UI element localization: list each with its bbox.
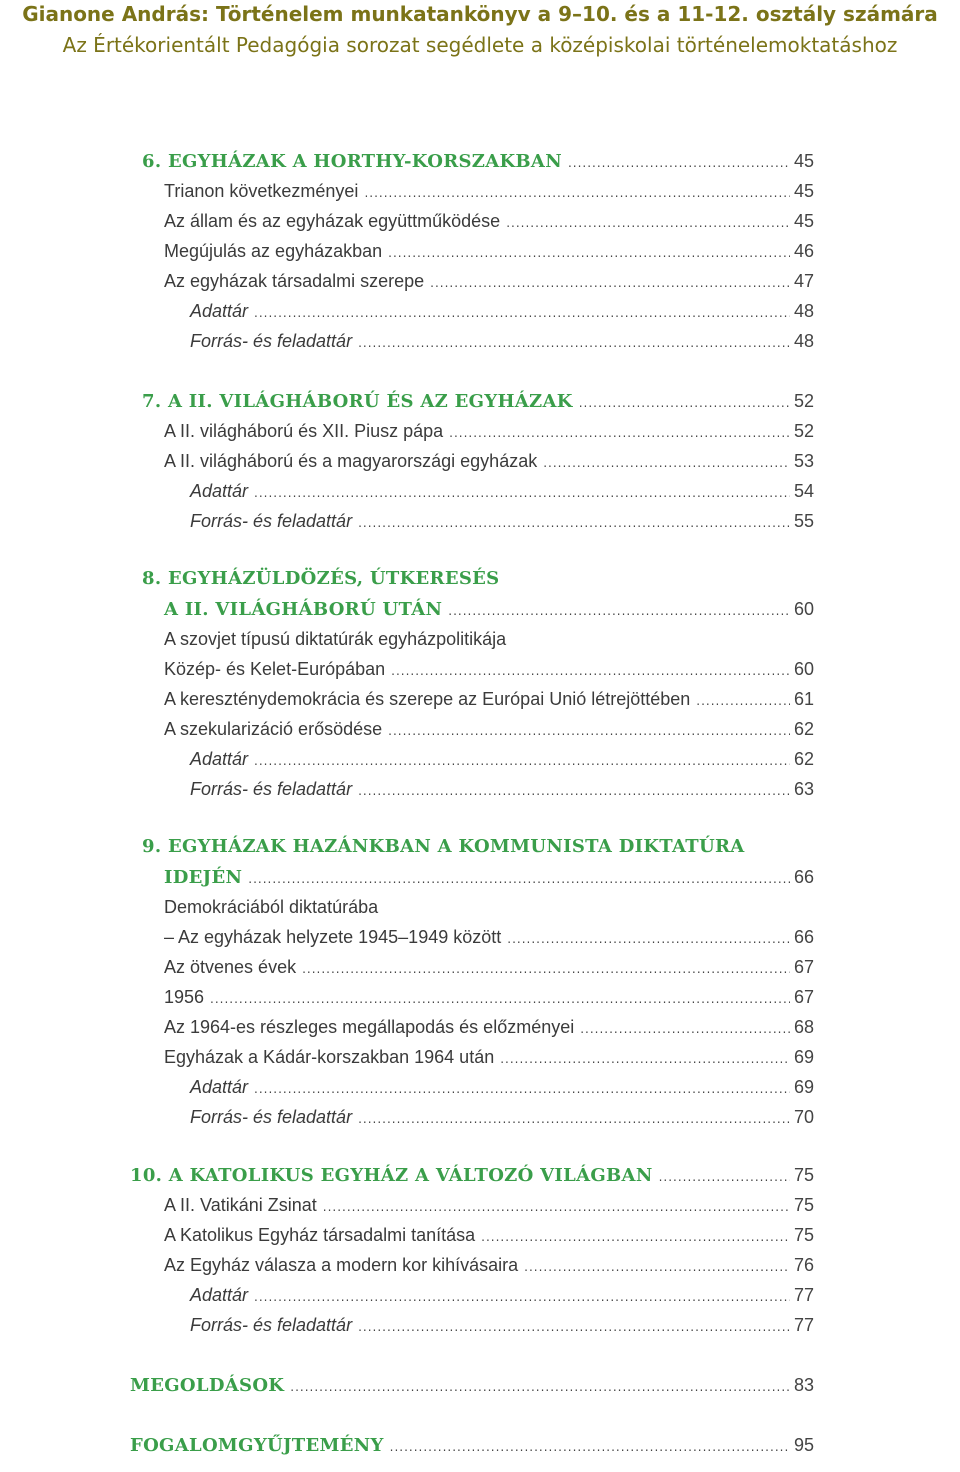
toc-entry-page-number: 75 xyxy=(793,1165,814,1185)
toc-entry-page-number: 66 xyxy=(793,867,814,887)
dot-leader xyxy=(696,688,790,714)
dot-leader xyxy=(388,718,790,744)
dot-leader xyxy=(659,1164,790,1190)
toc-entry-page-number: 48 xyxy=(793,301,814,321)
toc-entry-page-number: 77 xyxy=(793,1315,814,1335)
toc-entry-title: A II. világháború és a magyarországi egyházak xyxy=(164,451,538,471)
dot-leader xyxy=(448,598,790,624)
toc-entry xyxy=(164,1014,814,1040)
toc-entry xyxy=(164,1044,814,1070)
dot-leader xyxy=(543,450,790,476)
dot-leader xyxy=(358,1314,790,1340)
dot-leader xyxy=(391,658,790,684)
dot-leader xyxy=(358,330,790,356)
dot-leader xyxy=(358,510,790,536)
document-subtitle: Az Értékorientált Pedagógia sorozat segédlete a középiskolai történelemoktatáshoz xyxy=(62,33,898,57)
toc-entry xyxy=(142,148,814,174)
toc-entry-title: IDEJÉN xyxy=(164,867,243,888)
toc-entry xyxy=(190,298,814,324)
toc-entry-title: Közép- és Kelet-Európában xyxy=(164,659,386,679)
toc-entry-page-number: 45 xyxy=(793,151,814,171)
toc-entry xyxy=(164,686,814,712)
toc-entry-page-number: 77 xyxy=(793,1285,814,1305)
toc-entry-page-number: 75 xyxy=(793,1195,814,1215)
toc-entry xyxy=(190,776,814,802)
dot-leader xyxy=(254,748,790,774)
toc-entry xyxy=(190,1312,814,1338)
toc-entry-page-number: 68 xyxy=(793,1017,814,1037)
dot-leader xyxy=(210,986,790,1012)
toc-entry xyxy=(164,178,814,204)
toc-entry xyxy=(190,1074,814,1100)
dot-leader xyxy=(254,480,790,506)
toc-entry-page-number: 75 xyxy=(793,1225,814,1245)
dot-leader xyxy=(254,1076,790,1102)
toc-entry-title: 10. A KATOLIKUS EGYHÁZ A VÁLTOZÓ VILÁGBAN xyxy=(130,1165,653,1186)
toc-entry-page-number: 70 xyxy=(793,1107,814,1127)
toc-entry xyxy=(190,478,814,504)
toc-entry-title: Forrás- és feladattár xyxy=(190,331,353,351)
toc-entry xyxy=(164,596,814,622)
dot-leader xyxy=(290,1374,790,1400)
dot-leader xyxy=(388,240,790,266)
toc-entry-title: A II. VILÁGHÁBORÚ UTÁN xyxy=(164,599,443,620)
toc-entry-title: A szekularizáció erősödése xyxy=(164,719,383,739)
toc-entry xyxy=(142,834,814,860)
toc-entry-page-number: 46 xyxy=(793,241,814,261)
toc-entry-title: Forrás- és feladattár xyxy=(190,1315,353,1335)
toc-entry xyxy=(164,418,814,444)
toc-entry-title: Adattár xyxy=(190,1285,249,1305)
toc-entry-page-number: 95 xyxy=(793,1435,814,1455)
toc-entry xyxy=(164,626,814,652)
dot-leader xyxy=(449,420,790,446)
toc-entry xyxy=(164,238,814,264)
dot-leader xyxy=(524,1254,790,1280)
toc-entry-title: Adattár xyxy=(190,301,249,321)
toc-entry xyxy=(130,1432,814,1458)
toc-entry xyxy=(130,1372,814,1398)
toc-entry-title: 6. EGYHÁZAK A HORTHY-KORSZAKBAN xyxy=(142,151,562,172)
toc-entry-page-number: 45 xyxy=(793,211,814,231)
toc-entry xyxy=(164,716,814,742)
toc-entry-page-number: 53 xyxy=(793,451,814,471)
toc-entry-page-number: 61 xyxy=(793,689,814,709)
dot-leader xyxy=(364,180,790,206)
toc-entry-title: – Az egyházak helyzete 1945–1949 között xyxy=(164,927,502,947)
dot-leader xyxy=(302,956,790,982)
toc-entry-page-number: 83 xyxy=(793,1375,814,1395)
toc-entry xyxy=(164,268,814,294)
toc-entry-title: Trianon következményei xyxy=(164,181,359,201)
dot-leader xyxy=(507,926,790,952)
dot-leader xyxy=(506,210,790,236)
toc-entry-page-number: 52 xyxy=(793,421,814,441)
dot-leader xyxy=(568,150,790,176)
toc-entry-title: 8. EGYHÁZÜLDÖZÉS, ÚTKERESÉS xyxy=(142,568,500,589)
toc-entry-page-number: 60 xyxy=(793,599,814,619)
dot-leader xyxy=(430,270,790,296)
dot-leader xyxy=(579,390,790,416)
dot-leader xyxy=(254,1284,790,1310)
toc-entry-title: Forrás- és feladattár xyxy=(190,511,353,531)
toc-entry xyxy=(164,448,814,474)
toc-entry-title: Az Egyház válasza a modern kor kihívásaira xyxy=(164,1255,519,1275)
toc-entry-page-number: 55 xyxy=(793,511,814,531)
toc-entry xyxy=(190,328,814,354)
toc-entry xyxy=(142,388,814,414)
dot-leader xyxy=(580,1016,790,1042)
toc-entry-title: Az 1964-es részleges megállapodás és előzményei xyxy=(164,1017,575,1037)
toc-entry-title: A Katolikus Egyház társadalmi tanítása xyxy=(164,1225,476,1245)
dot-leader xyxy=(481,1224,790,1250)
toc-entry-title: Az állam és az egyházak együttműködése xyxy=(164,211,501,231)
toc-entry xyxy=(190,1282,814,1308)
toc-entry-page-number: 66 xyxy=(793,927,814,947)
toc-entry xyxy=(190,746,814,772)
toc-entry-page-number: 67 xyxy=(793,957,814,977)
toc-entry-title: MEGOLDÁSOK xyxy=(130,1375,285,1396)
toc-entry-title: FOGALOMGYŰJTEMÉNY xyxy=(130,1435,384,1456)
toc-entry-title: 7. A II. VILÁGHÁBORÚ ÉS AZ EGYHÁZAK xyxy=(142,391,573,412)
toc-entry-title: Adattár xyxy=(190,749,249,769)
toc-entry-page-number: 67 xyxy=(793,987,814,1007)
toc-entry xyxy=(164,954,814,980)
toc-entry xyxy=(142,566,814,592)
toc-entry-title: 1956 xyxy=(164,987,205,1007)
toc-entry xyxy=(164,1252,814,1278)
toc-entry-page-number: 62 xyxy=(793,749,814,769)
toc-entry xyxy=(164,924,814,950)
dot-leader xyxy=(390,1434,790,1460)
dot-leader xyxy=(500,1046,790,1072)
toc-entry-title: Az ötvenes évek xyxy=(164,957,297,977)
toc-entry xyxy=(164,984,814,1010)
toc-entry xyxy=(164,894,814,920)
dot-leader xyxy=(248,866,790,892)
toc-entry xyxy=(164,208,814,234)
toc-entry xyxy=(190,508,814,534)
toc-entry-title: A szovjet típusú diktatúrák egyházpolitikája xyxy=(164,629,507,649)
toc-entry-page-number: 45 xyxy=(793,181,814,201)
toc-entry-title: Demokráciából diktatúrába xyxy=(164,897,379,917)
toc-entry xyxy=(190,1104,814,1130)
toc-entry-title: Egyházak a Kádár-korszakban 1964 után xyxy=(164,1047,495,1067)
toc-entry-page-number: 69 xyxy=(793,1047,814,1067)
toc-entry-page-number: 48 xyxy=(793,331,814,351)
toc-entry-page-number: 47 xyxy=(793,271,814,291)
toc-entry-title: A kereszténydemokrácia és szerepe az Európai Unió létrejöttében xyxy=(164,689,691,709)
toc-entry xyxy=(130,1162,814,1188)
toc-entry-page-number: 69 xyxy=(793,1077,814,1097)
toc-entry-title: A II. világháború és XII. Piusz pápa xyxy=(164,421,444,441)
toc-entry-title: A II. Vatikáni Zsinat xyxy=(164,1195,317,1215)
toc-entry xyxy=(164,1222,814,1248)
toc-entry-page-number: 60 xyxy=(793,659,814,679)
dot-leader xyxy=(254,300,790,326)
toc-entry-page-number: 63 xyxy=(793,779,814,799)
dot-leader xyxy=(358,1106,790,1132)
toc-entry-page-number: 54 xyxy=(793,481,814,501)
toc-entry-title: Forrás- és feladattár xyxy=(190,779,353,799)
toc-entry-title: Megújulás az egyházakban xyxy=(164,241,383,261)
document-title: Gianone András: Történelem munkatankönyv a 9–10. és a 11-12. osztály számára xyxy=(22,2,938,26)
toc-entry xyxy=(164,1192,814,1218)
toc-entry-page-number: 52 xyxy=(793,391,814,411)
toc-entry-title: 9. EGYHÁZAK HAZÁNKBAN A KOMMUNISTA DIKTATÚRA xyxy=(142,836,745,857)
toc-entry-title: Adattár xyxy=(190,1077,249,1097)
toc-entry xyxy=(164,864,814,890)
toc-entry xyxy=(164,656,814,682)
toc-entry-page-number: 76 xyxy=(793,1255,814,1275)
dot-leader xyxy=(358,778,790,804)
toc-entry-page-number: 62 xyxy=(793,719,814,739)
toc-entry-title: Az egyházak társadalmi szerepe xyxy=(164,271,425,291)
toc-entry-title: Forrás- és feladattár xyxy=(190,1107,353,1127)
dot-leader xyxy=(323,1194,790,1220)
toc-entry-title: Adattár xyxy=(190,481,249,501)
